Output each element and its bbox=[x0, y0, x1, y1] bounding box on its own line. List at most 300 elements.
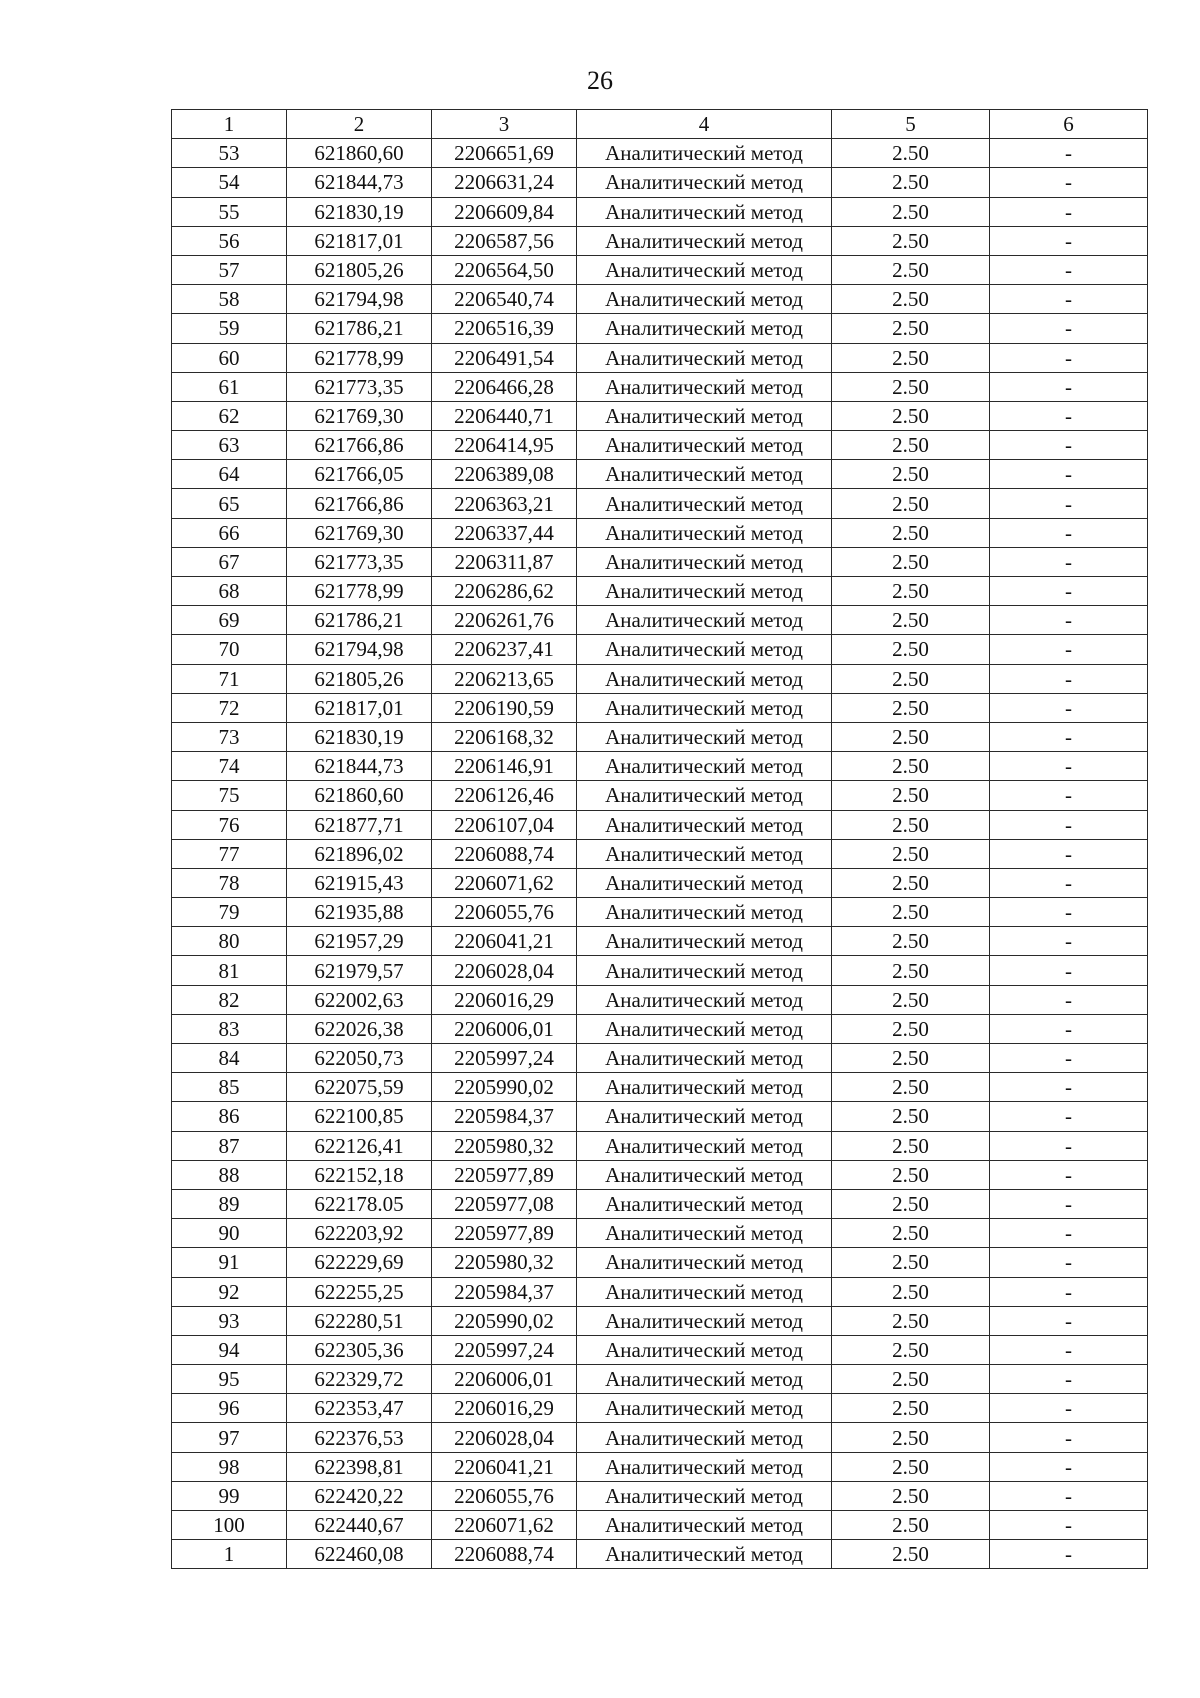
cell-method: Аналитический метод bbox=[577, 781, 832, 810]
table-row bbox=[172, 1481, 1148, 1510]
cell-description: - bbox=[990, 1452, 1148, 1481]
cell-method: Аналитический метод bbox=[577, 547, 832, 576]
cell-x: 622376,53 bbox=[287, 1423, 432, 1452]
table-row bbox=[172, 1160, 1148, 1189]
cell-point: 98 bbox=[172, 1452, 287, 1481]
cell-y: 2206055,76 bbox=[432, 1481, 577, 1510]
cell-point: 1 bbox=[172, 1540, 287, 1569]
cell-description: - bbox=[990, 868, 1148, 897]
table-row bbox=[172, 1248, 1148, 1277]
cell-description: - bbox=[990, 1306, 1148, 1335]
cell-method: Аналитический метод bbox=[577, 1189, 832, 1218]
cell-error: 2.50 bbox=[832, 314, 990, 343]
cell-method: Аналитический метод bbox=[577, 255, 832, 284]
cell-method: Аналитический метод bbox=[577, 898, 832, 927]
cell-error: 2.50 bbox=[832, 985, 990, 1014]
cell-description: - bbox=[990, 1160, 1148, 1189]
cell-error: 2.50 bbox=[832, 343, 990, 372]
cell-y: 2205997,24 bbox=[432, 1044, 577, 1073]
cell-description: - bbox=[990, 343, 1148, 372]
cell-error: 2.50 bbox=[832, 1277, 990, 1306]
cell-x: 621786,21 bbox=[287, 314, 432, 343]
cell-method: Аналитический метод bbox=[577, 1481, 832, 1510]
cell-y: 2206028,04 bbox=[432, 956, 577, 985]
cell-description: - bbox=[990, 1131, 1148, 1160]
cell-method: Аналитический метод bbox=[577, 285, 832, 314]
table-row bbox=[172, 518, 1148, 547]
cell-error: 2.50 bbox=[832, 1219, 990, 1248]
cell-y: 2206006,01 bbox=[432, 1365, 577, 1394]
cell-point: 75 bbox=[172, 781, 287, 810]
cell-y: 2206389,08 bbox=[432, 460, 577, 489]
cell-method: Аналитический метод bbox=[577, 810, 832, 839]
cell-description: - bbox=[990, 168, 1148, 197]
cell-y: 2205990,02 bbox=[432, 1073, 577, 1102]
cell-description: - bbox=[990, 1044, 1148, 1073]
cell-method: Аналитический метод bbox=[577, 606, 832, 635]
table-body bbox=[172, 110, 1148, 1569]
cell-point: 71 bbox=[172, 664, 287, 693]
cell-x: 622100,85 bbox=[287, 1102, 432, 1131]
cell-x: 622126,41 bbox=[287, 1131, 432, 1160]
cell-point: 57 bbox=[172, 255, 287, 284]
table-row bbox=[172, 1102, 1148, 1131]
cell-y: 2205977,89 bbox=[432, 1219, 577, 1248]
cell-x: 621766,05 bbox=[287, 460, 432, 489]
header-cell-x: 2 bbox=[287, 110, 432, 139]
cell-description: - bbox=[990, 898, 1148, 927]
cell-description: - bbox=[990, 1423, 1148, 1452]
cell-error: 2.50 bbox=[832, 1365, 990, 1394]
cell-method: Аналитический метод bbox=[577, 372, 832, 401]
cell-y: 2205977,89 bbox=[432, 1160, 577, 1189]
cell-method: Аналитический метод bbox=[577, 1219, 832, 1248]
cell-x: 621766,86 bbox=[287, 489, 432, 518]
cell-x: 621778,99 bbox=[287, 577, 432, 606]
cell-description: - bbox=[990, 460, 1148, 489]
cell-y: 2206006,01 bbox=[432, 1014, 577, 1043]
cell-method: Аналитический метод bbox=[577, 1044, 832, 1073]
table-row bbox=[172, 197, 1148, 226]
table-row bbox=[172, 431, 1148, 460]
cell-method: Аналитический метод bbox=[577, 1102, 832, 1131]
cell-y: 2206564,50 bbox=[432, 255, 577, 284]
cell-point: 79 bbox=[172, 898, 287, 927]
cell-error: 2.50 bbox=[832, 1511, 990, 1540]
cell-y: 2206088,74 bbox=[432, 1540, 577, 1569]
table-row bbox=[172, 927, 1148, 956]
table-row bbox=[172, 1014, 1148, 1043]
header-cell-description: 6 bbox=[990, 110, 1148, 139]
cell-x: 621786,21 bbox=[287, 606, 432, 635]
cell-error: 2.50 bbox=[832, 1044, 990, 1073]
table-row bbox=[172, 1044, 1148, 1073]
cell-method: Аналитический метод bbox=[577, 927, 832, 956]
cell-y: 2206016,29 bbox=[432, 1394, 577, 1423]
cell-error: 2.50 bbox=[832, 168, 990, 197]
cell-error: 2.50 bbox=[832, 1102, 990, 1131]
cell-point: 86 bbox=[172, 1102, 287, 1131]
header-cell-method: 4 bbox=[577, 110, 832, 139]
table-row bbox=[172, 285, 1148, 314]
cell-point: 76 bbox=[172, 810, 287, 839]
cell-method: Аналитический метод bbox=[577, 664, 832, 693]
table-row bbox=[172, 1219, 1148, 1248]
cell-method: Аналитический метод bbox=[577, 722, 832, 751]
cell-error: 2.50 bbox=[832, 1014, 990, 1043]
cell-error: 2.50 bbox=[832, 460, 990, 489]
cell-method: Аналитический метод bbox=[577, 868, 832, 897]
table-row bbox=[172, 1394, 1148, 1423]
cell-error: 2.50 bbox=[832, 1423, 990, 1452]
cell-method: Аналитический метод bbox=[577, 197, 832, 226]
cell-method: Аналитический метод bbox=[577, 1160, 832, 1189]
table-row bbox=[172, 752, 1148, 781]
cell-x: 622398,81 bbox=[287, 1452, 432, 1481]
cell-y: 2206190,59 bbox=[432, 693, 577, 722]
cell-error: 2.50 bbox=[832, 577, 990, 606]
cell-description: - bbox=[990, 1365, 1148, 1394]
table-row bbox=[172, 606, 1148, 635]
table-row bbox=[172, 226, 1148, 255]
cell-x: 621860,60 bbox=[287, 781, 432, 810]
cell-error: 2.50 bbox=[832, 431, 990, 460]
cell-description: - bbox=[990, 693, 1148, 722]
cell-x: 622178.05 bbox=[287, 1189, 432, 1218]
cell-y: 2205980,32 bbox=[432, 1131, 577, 1160]
cell-description: - bbox=[990, 752, 1148, 781]
cell-y: 2206016,29 bbox=[432, 985, 577, 1014]
cell-error: 2.50 bbox=[832, 1131, 990, 1160]
cell-error: 2.50 bbox=[832, 401, 990, 430]
cell-point: 74 bbox=[172, 752, 287, 781]
cell-method: Аналитический метод bbox=[577, 1306, 832, 1335]
cell-y: 2206587,56 bbox=[432, 226, 577, 255]
header-cell-point: 1 bbox=[172, 110, 287, 139]
cell-error: 2.50 bbox=[832, 810, 990, 839]
cell-point: 59 bbox=[172, 314, 287, 343]
table-row bbox=[172, 343, 1148, 372]
cell-description: - bbox=[990, 372, 1148, 401]
cell-description: - bbox=[990, 1073, 1148, 1102]
cell-point: 63 bbox=[172, 431, 287, 460]
cell-y: 2206261,76 bbox=[432, 606, 577, 635]
cell-method: Аналитический метод bbox=[577, 489, 832, 518]
cell-description: - bbox=[990, 431, 1148, 460]
cell-point: 55 bbox=[172, 197, 287, 226]
header-cell-y: 3 bbox=[432, 110, 577, 139]
cell-y: 2206311,87 bbox=[432, 547, 577, 576]
cell-y: 2206516,39 bbox=[432, 314, 577, 343]
cell-point: 88 bbox=[172, 1160, 287, 1189]
cell-method: Аналитический метод bbox=[577, 577, 832, 606]
cell-x: 621877,71 bbox=[287, 810, 432, 839]
cell-error: 2.50 bbox=[832, 1306, 990, 1335]
cell-method: Аналитический метод bbox=[577, 1423, 832, 1452]
cell-x: 621979,57 bbox=[287, 956, 432, 985]
cell-y: 2206466,28 bbox=[432, 372, 577, 401]
cell-y: 2206041,21 bbox=[432, 927, 577, 956]
cell-description: - bbox=[990, 606, 1148, 635]
cell-x: 621794,98 bbox=[287, 285, 432, 314]
cell-method: Аналитический метод bbox=[577, 1335, 832, 1364]
cell-description: - bbox=[990, 1189, 1148, 1218]
cell-x: 622280,51 bbox=[287, 1306, 432, 1335]
cell-error: 2.50 bbox=[832, 606, 990, 635]
cell-error: 2.50 bbox=[832, 1248, 990, 1277]
cell-description: - bbox=[990, 985, 1148, 1014]
cell-y: 2206168,32 bbox=[432, 722, 577, 751]
cell-y: 2206126,46 bbox=[432, 781, 577, 810]
cell-method: Аналитический метод bbox=[577, 1131, 832, 1160]
cell-point: 94 bbox=[172, 1335, 287, 1364]
cell-point: 81 bbox=[172, 956, 287, 985]
cell-method: Аналитический метод bbox=[577, 139, 832, 168]
cell-description: - bbox=[990, 1248, 1148, 1277]
cell-error: 2.50 bbox=[832, 722, 990, 751]
cell-description: - bbox=[990, 1277, 1148, 1306]
cell-point: 54 bbox=[172, 168, 287, 197]
cell-point: 72 bbox=[172, 693, 287, 722]
table-row bbox=[172, 1511, 1148, 1540]
cell-method: Аналитический метод bbox=[577, 1394, 832, 1423]
cell-method: Аналитический метод bbox=[577, 518, 832, 547]
cell-point: 82 bbox=[172, 985, 287, 1014]
cell-y: 2206540,74 bbox=[432, 285, 577, 314]
cell-description: - bbox=[990, 1481, 1148, 1510]
table-row bbox=[172, 985, 1148, 1014]
table-row bbox=[172, 547, 1148, 576]
cell-y: 2205997,24 bbox=[432, 1335, 577, 1364]
cell-x: 621769,30 bbox=[287, 401, 432, 430]
table-row bbox=[172, 956, 1148, 985]
cell-method: Аналитический метод bbox=[577, 226, 832, 255]
cell-x: 622255,25 bbox=[287, 1277, 432, 1306]
cell-description: - bbox=[990, 285, 1148, 314]
table-row bbox=[172, 139, 1148, 168]
cell-error: 2.50 bbox=[832, 781, 990, 810]
cell-point: 69 bbox=[172, 606, 287, 635]
cell-error: 2.50 bbox=[832, 139, 990, 168]
cell-point: 89 bbox=[172, 1189, 287, 1218]
table-row bbox=[172, 810, 1148, 839]
cell-method: Аналитический метод bbox=[577, 1511, 832, 1540]
table-row bbox=[172, 577, 1148, 606]
cell-x: 621844,73 bbox=[287, 168, 432, 197]
cell-y: 2205984,37 bbox=[432, 1277, 577, 1306]
cell-y: 2206440,71 bbox=[432, 401, 577, 430]
cell-point: 91 bbox=[172, 1248, 287, 1277]
cell-error: 2.50 bbox=[832, 1452, 990, 1481]
cell-point: 73 bbox=[172, 722, 287, 751]
cell-point: 65 bbox=[172, 489, 287, 518]
table-row bbox=[172, 635, 1148, 664]
cell-description: - bbox=[990, 839, 1148, 868]
cell-point: 90 bbox=[172, 1219, 287, 1248]
cell-x: 621773,35 bbox=[287, 372, 432, 401]
cell-y: 2206088,74 bbox=[432, 839, 577, 868]
cell-point: 77 bbox=[172, 839, 287, 868]
cell-y: 2205984,37 bbox=[432, 1102, 577, 1131]
table-row bbox=[172, 460, 1148, 489]
cell-method: Аналитический метод bbox=[577, 635, 832, 664]
cell-point: 85 bbox=[172, 1073, 287, 1102]
cell-description: - bbox=[990, 956, 1148, 985]
cell-x: 622305,36 bbox=[287, 1335, 432, 1364]
cell-x: 622460,08 bbox=[287, 1540, 432, 1569]
cell-y: 2206041,21 bbox=[432, 1452, 577, 1481]
table-row bbox=[172, 255, 1148, 284]
cell-error: 2.50 bbox=[832, 1394, 990, 1423]
cell-description: - bbox=[990, 1394, 1148, 1423]
cell-error: 2.50 bbox=[832, 1160, 990, 1189]
cell-description: - bbox=[990, 927, 1148, 956]
cell-description: - bbox=[990, 139, 1148, 168]
table-row bbox=[172, 693, 1148, 722]
cell-x: 621805,26 bbox=[287, 664, 432, 693]
cell-method: Аналитический метод bbox=[577, 985, 832, 1014]
cell-x: 622075,59 bbox=[287, 1073, 432, 1102]
cell-error: 2.50 bbox=[832, 1335, 990, 1364]
cell-description: - bbox=[990, 664, 1148, 693]
cell-x: 621935,88 bbox=[287, 898, 432, 927]
cell-y: 2206146,91 bbox=[432, 752, 577, 781]
cell-error: 2.50 bbox=[832, 255, 990, 284]
cell-method: Аналитический метод bbox=[577, 343, 832, 372]
cell-error: 2.50 bbox=[832, 489, 990, 518]
page-number: 26 bbox=[587, 66, 613, 95]
cell-point: 58 bbox=[172, 285, 287, 314]
table-row bbox=[172, 839, 1148, 868]
cell-method: Аналитический метод bbox=[577, 956, 832, 985]
cell-error: 2.50 bbox=[832, 372, 990, 401]
header-cell-error: 5 bbox=[832, 110, 990, 139]
cell-error: 2.50 bbox=[832, 664, 990, 693]
cell-description: - bbox=[990, 197, 1148, 226]
coordinates-table bbox=[171, 109, 1148, 1569]
table-row bbox=[172, 168, 1148, 197]
cell-x: 622440,67 bbox=[287, 1511, 432, 1540]
cell-y: 2206651,69 bbox=[432, 139, 577, 168]
cell-description: - bbox=[990, 577, 1148, 606]
cell-method: Аналитический метод bbox=[577, 1540, 832, 1569]
table-row bbox=[172, 1073, 1148, 1102]
table-row bbox=[172, 489, 1148, 518]
cell-description: - bbox=[990, 489, 1148, 518]
cell-y: 2205980,32 bbox=[432, 1248, 577, 1277]
cell-point: 78 bbox=[172, 868, 287, 897]
cell-x: 621766,86 bbox=[287, 431, 432, 460]
cell-y: 2206491,54 bbox=[432, 343, 577, 372]
table-row bbox=[172, 1540, 1148, 1569]
cell-point: 95 bbox=[172, 1365, 287, 1394]
cell-point: 96 bbox=[172, 1394, 287, 1423]
table-row bbox=[172, 1131, 1148, 1160]
cell-y: 2206609,84 bbox=[432, 197, 577, 226]
cell-method: Аналитический метод bbox=[577, 314, 832, 343]
cell-error: 2.50 bbox=[832, 898, 990, 927]
table-row bbox=[172, 1335, 1148, 1364]
cell-y: 2206286,62 bbox=[432, 577, 577, 606]
cell-y: 2206028,04 bbox=[432, 1423, 577, 1452]
cell-description: - bbox=[990, 518, 1148, 547]
table-row bbox=[172, 781, 1148, 810]
cell-y: 2206213,65 bbox=[432, 664, 577, 693]
cell-error: 2.50 bbox=[832, 1481, 990, 1510]
table-row bbox=[172, 314, 1148, 343]
cell-error: 2.50 bbox=[832, 1073, 990, 1102]
cell-point: 64 bbox=[172, 460, 287, 489]
cell-point: 92 bbox=[172, 1277, 287, 1306]
cell-x: 622203,92 bbox=[287, 1219, 432, 1248]
cell-x: 621778,99 bbox=[287, 343, 432, 372]
cell-error: 2.50 bbox=[832, 839, 990, 868]
cell-x: 621860,60 bbox=[287, 139, 432, 168]
table-row bbox=[172, 401, 1148, 430]
cell-x: 621830,19 bbox=[287, 197, 432, 226]
cell-point: 53 bbox=[172, 139, 287, 168]
table-row bbox=[172, 1306, 1148, 1335]
cell-point: 97 bbox=[172, 1423, 287, 1452]
cell-error: 2.50 bbox=[832, 547, 990, 576]
cell-x: 621817,01 bbox=[287, 226, 432, 255]
cell-description: - bbox=[990, 314, 1148, 343]
cell-error: 2.50 bbox=[832, 1540, 990, 1569]
cell-description: - bbox=[990, 1102, 1148, 1131]
cell-x: 622152,18 bbox=[287, 1160, 432, 1189]
cell-description: - bbox=[990, 255, 1148, 284]
cell-method: Аналитический метод bbox=[577, 1248, 832, 1277]
cell-description: - bbox=[990, 781, 1148, 810]
cell-error: 2.50 bbox=[832, 285, 990, 314]
cell-error: 2.50 bbox=[832, 1189, 990, 1218]
cell-error: 2.50 bbox=[832, 927, 990, 956]
cell-point: 67 bbox=[172, 547, 287, 576]
cell-error: 2.50 bbox=[832, 956, 990, 985]
table-row bbox=[172, 722, 1148, 751]
cell-y: 2206071,62 bbox=[432, 1511, 577, 1540]
cell-error: 2.50 bbox=[832, 752, 990, 781]
cell-point: 83 bbox=[172, 1014, 287, 1043]
cell-x: 622329,72 bbox=[287, 1365, 432, 1394]
cell-method: Аналитический метод bbox=[577, 752, 832, 781]
cell-description: - bbox=[990, 810, 1148, 839]
cell-point: 70 bbox=[172, 635, 287, 664]
cell-point: 93 bbox=[172, 1306, 287, 1335]
cell-x: 621957,29 bbox=[287, 927, 432, 956]
table-header-row bbox=[172, 110, 1148, 139]
cell-method: Аналитический метод bbox=[577, 1014, 832, 1043]
cell-x: 621844,73 bbox=[287, 752, 432, 781]
cell-point: 66 bbox=[172, 518, 287, 547]
cell-method: Аналитический метод bbox=[577, 460, 832, 489]
cell-point: 62 bbox=[172, 401, 287, 430]
table-row bbox=[172, 868, 1148, 897]
cell-error: 2.50 bbox=[832, 693, 990, 722]
cell-error: 2.50 bbox=[832, 868, 990, 897]
table-row bbox=[172, 1277, 1148, 1306]
cell-method: Аналитический метод bbox=[577, 1277, 832, 1306]
cell-point: 80 bbox=[172, 927, 287, 956]
table-row bbox=[172, 1423, 1148, 1452]
cell-error: 2.50 bbox=[832, 226, 990, 255]
cell-error: 2.50 bbox=[832, 635, 990, 664]
cell-x: 622026,38 bbox=[287, 1014, 432, 1043]
cell-description: - bbox=[990, 1014, 1148, 1043]
cell-y: 2206414,95 bbox=[432, 431, 577, 460]
cell-method: Аналитический метод bbox=[577, 168, 832, 197]
cell-description: - bbox=[990, 226, 1148, 255]
